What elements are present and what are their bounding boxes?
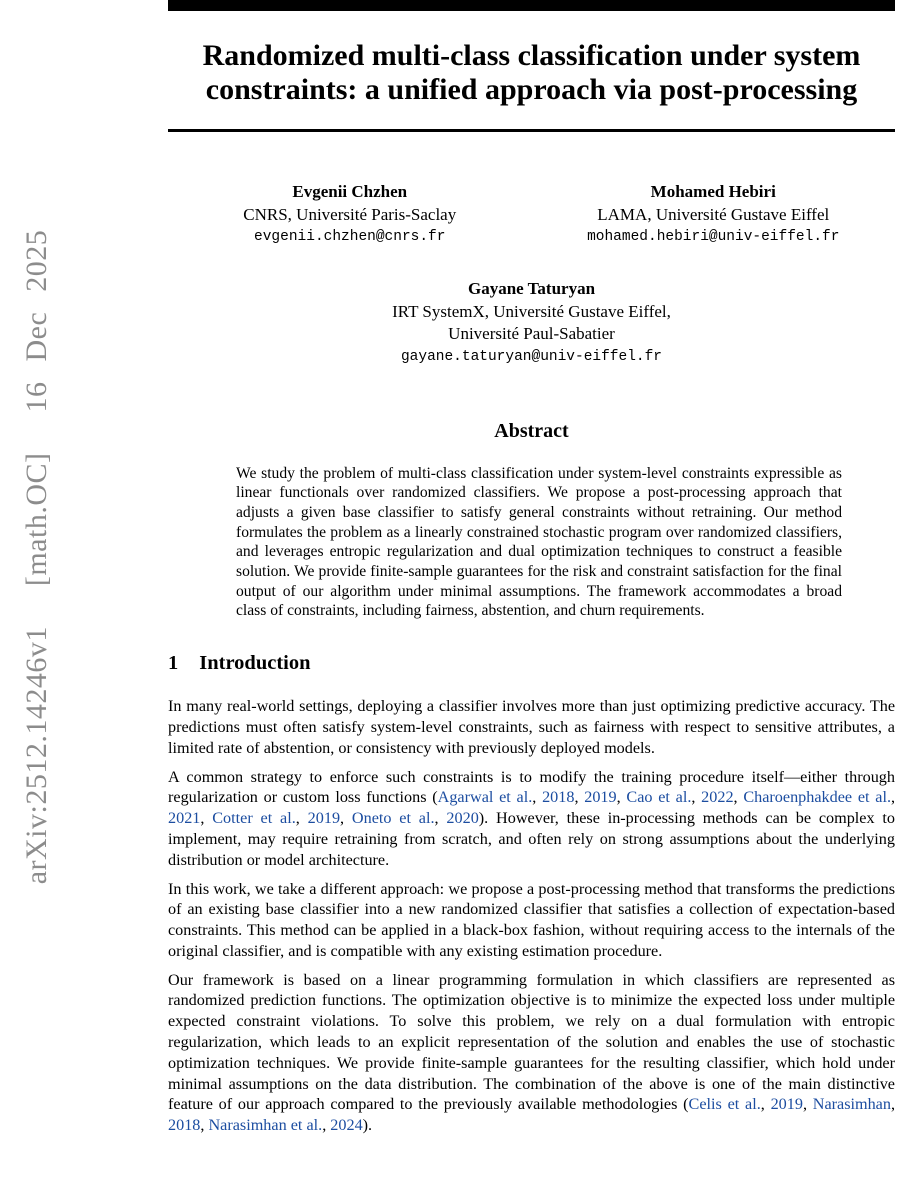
citation-link[interactable]: 2018 (168, 1116, 201, 1135)
paragraph-text: , (322, 1116, 331, 1135)
section-heading-introduction (168, 652, 895, 675)
author-block (322, 278, 742, 368)
citation-link[interactable]: 2019 (770, 1095, 803, 1114)
paragraph (168, 970, 895, 1136)
paragraph-text: , (616, 788, 627, 807)
title-rule (168, 129, 895, 132)
paragraph-text: , (434, 809, 447, 828)
abstract-heading: Abstract (494, 419, 569, 442)
citation-link[interactable]: 2020 (446, 809, 479, 828)
paragraph-text: , (295, 809, 308, 828)
section-number: 1 (168, 652, 179, 675)
citation-link[interactable]: 2018 (542, 788, 575, 807)
author-block (168, 181, 532, 248)
author-name: Mohamed Hebiri (650, 182, 776, 201)
citation-link[interactable]: Narasimhan (812, 1095, 891, 1114)
author-affiliation: CNRS, Université Paris-Saclay (243, 204, 457, 224)
authors-block (168, 181, 895, 248)
citation-link[interactable]: Celis et al. (688, 1095, 761, 1114)
author-name: Evgenii Chzhen (292, 182, 408, 201)
section-title: Introduction (199, 652, 311, 675)
author-email: mohamed.hebiri@univ-eiffel.fr (587, 229, 840, 245)
arxiv-watermark: arXiv:2512.14246v1 [math.OC] 16 Dec 2025 (20, 229, 53, 885)
paragraph-text: , (340, 809, 352, 828)
citation-link[interactable]: Cao et al. (626, 788, 692, 807)
citation-link[interactable]: 2022 (701, 788, 734, 807)
paragraph (168, 696, 895, 758)
paragraph (168, 879, 895, 962)
citation-link[interactable]: Narasimhan et al. (208, 1116, 323, 1135)
paragraph-text: , (574, 788, 585, 807)
paper-title-line1: Randomized multi-class classification under system (202, 39, 861, 72)
paragraph-text: Our framework is based on a linear programming formulation in which classifiers are represented as randomized prediction functions. The optimization objective is to minimize the expected loss under multiple expected constraint violations. To solve this problem, we rely on a dual formulation with entropic regularization, which leads to an explicit representation of the solution and enables the use of stochastic optimization techniques. We provide finite-sample guarantees for the resulting classifier, which hold under minimal assumptions on the data distribution. The combination of the above is one of the main distinctive feature of our approach compared to the previously available methodologies ( (168, 970, 895, 1114)
paragraph-text: , (691, 788, 702, 807)
author-block (532, 181, 896, 248)
citation-link[interactable]: 2024 (330, 1116, 363, 1135)
third-author-block (168, 278, 895, 368)
paragraph-text: , (890, 1095, 896, 1114)
citation-link[interactable]: Charoenphakdee et al. (743, 788, 891, 807)
paragraph-text: , (802, 1095, 813, 1114)
paragraph-text: , (760, 1095, 771, 1114)
paragraph-text: , (733, 788, 744, 807)
paragraph-text: , (200, 1116, 209, 1135)
paragraph-text: , (891, 788, 896, 807)
citation-link[interactable]: 2019 (584, 788, 617, 807)
paragraph-text: In this work, we take a different approach: we propose a post-processing method that transforms the predictions of an existing base classifier into a new randomized classifier that satisfies a collection of expectation-based constraints. This method can be applied in a black-box fashion, without requiring access to the internals of the original classifier, and is compatible with any existing estimation procedure. (168, 879, 895, 960)
citation-link[interactable]: Oneto et al. (351, 809, 435, 828)
introduction-paragraphs (168, 696, 895, 1136)
citation-link[interactable]: Agarwal et al. (437, 788, 533, 807)
abstract-text: We study the problem of multi-class classification under system-level constraints expressible as linear functionals over randomized classifiers. We propose a post-processing approach that adjusts a given base classifier to satisfy general constraints without retraining. Our method formulates the problem as a linearly constrained stochastic program over randomized classifiers, and leverages entropic regularization and dual optimization techniques to construct a feasible solution. We provide finite-sample guarantees for the risk and constraint satisfaction for the final output of our algorithm under minimal assumptions. The framework accommodates a broad class of constraints, including fairness, abstention, and churn requirements. (236, 464, 842, 620)
paragraph-text: A common strategy to enforce such constraints is to modify the training procedure itself—either through regularization or custom loss functions ( (168, 767, 895, 807)
author-email: gayane.taturyan@univ-eiffel.fr (400, 348, 663, 365)
paper-title-line2: constraints: a unified approach via post-processing (205, 73, 858, 106)
paper-title (168, 39, 895, 107)
paragraph-text: ). However, these in-processing methods can be complex to implement, may require retraining from scratch, and often rely on strong assumptions about the underlying distribution or model architecture. (168, 809, 895, 869)
paragraph-text: ). (362, 1116, 373, 1135)
paragraph-text: In many real-world settings, deploying a classifier involves more than just optimizing predictive accuracy. The predictions must often satisfy system-level constraints, such as fairness with respect to sensitive attributes, a limited rate of abstention, or consistency with previously deployed models. (168, 697, 895, 757)
author-email: evgenii.chzhen@cnrs.fr (254, 229, 446, 245)
top-black-bar (168, 0, 895, 11)
author-affiliation: Université Paul-Sabatier (448, 324, 615, 343)
citation-link[interactable]: 2019 (307, 809, 341, 828)
paragraph (168, 767, 895, 871)
author-affiliation: LAMA, Université Gustave Eiffel (597, 204, 830, 224)
paper-content (168, 0, 895, 1136)
paragraph-text: , (200, 809, 213, 828)
author-affiliation: IRT SystemX, Université Gustave Eiffel, (392, 301, 671, 321)
citation-link[interactable]: Cotter et al. (212, 809, 296, 828)
citation-link[interactable]: 2021 (168, 809, 201, 828)
author-name: Gayane Taturyan (467, 279, 596, 298)
paragraph-text: , (532, 788, 543, 807)
